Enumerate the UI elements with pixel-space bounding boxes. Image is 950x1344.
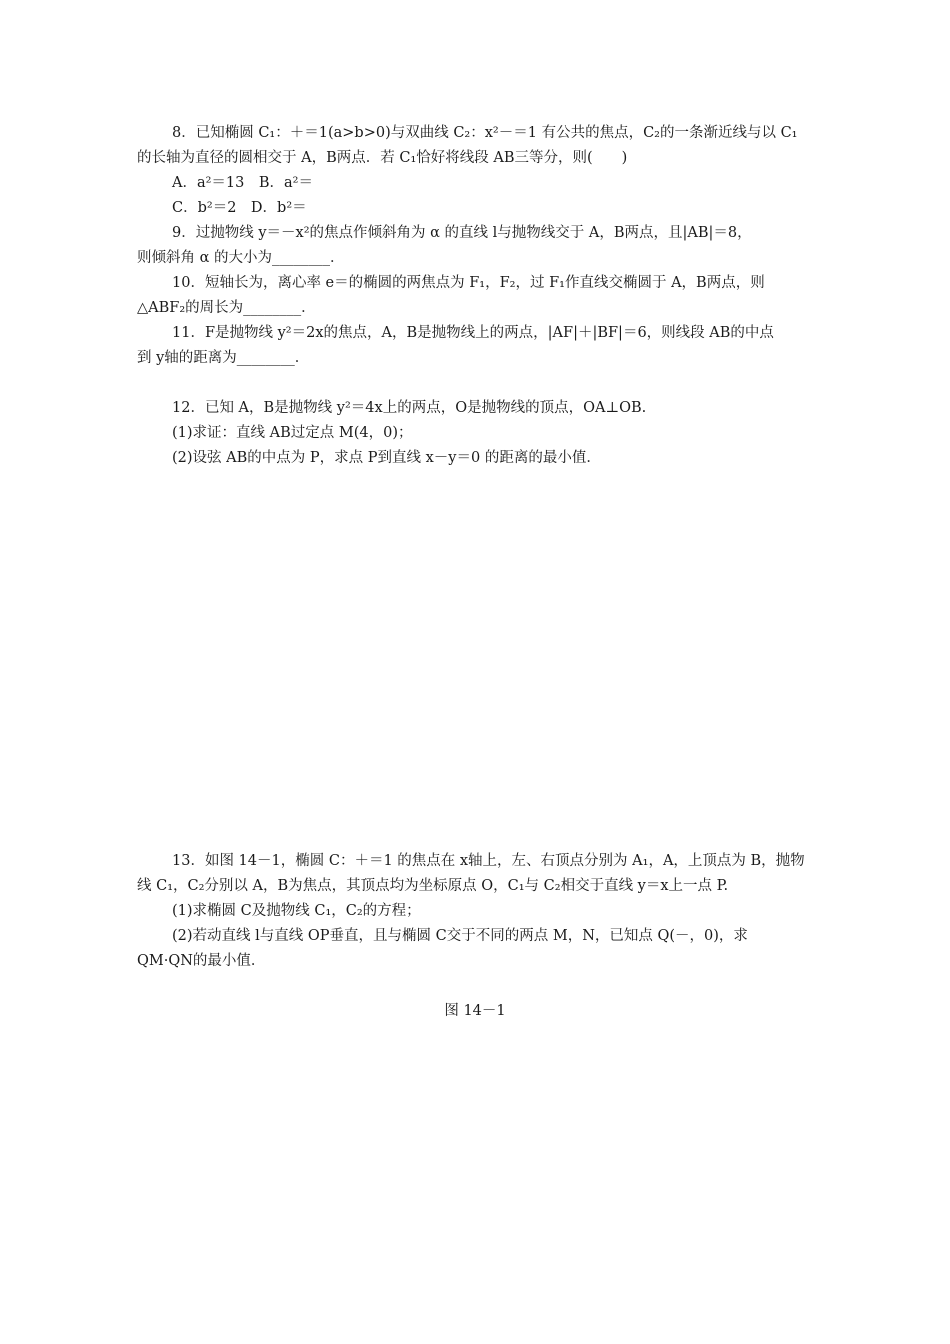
- figure-caption: 图 14－1: [444, 1003, 506, 1019]
- question-10-line-2: △ABF₂的周长为________．: [137, 300, 316, 316]
- question-11-line-1: 11．F是抛物线 y²＝2x的焦点，A，B是抛物线上的两点，|AF|＋|BF|＝6，则线段 AB的中点: [172, 325, 774, 341]
- question-10-line-1: 10．短轴长为，离心率 e＝的椭圆的两焦点为 F₁，F₂，过 F₁作直线交椭圆于 A，B两点，则: [172, 275, 765, 291]
- question-12-line-1: 12．已知 A，B是抛物线 y²＝4x上的两点，O是抛物线的顶点，OA⊥OB.: [172, 400, 647, 416]
- question-8-option-cd: C．b²＝2 D．b²＝: [172, 200, 307, 216]
- question-12-part-2: (2)设弦 AB的中点为 P，求点 P到直线 x－y＝0 的距离的最小值．: [172, 450, 601, 466]
- question-8-option-ab: A．a²＝13 B．a²＝: [172, 175, 313, 191]
- question-9-line-2: 则倾斜角 α 的大小为________．: [137, 250, 345, 266]
- question-13-part-1: (1)求椭圆 C及抛物线 C₁，C₂的方程；: [172, 903, 421, 919]
- question-13-line-5: QM·QN的最小值．: [137, 953, 266, 969]
- question-11-line-2: 到 y轴的距离为________．: [137, 350, 310, 366]
- question-13-part-2: (2)若动直线 l与直线 OP垂直，且与椭圆 C交于不同的两点 M，N，已知点 Q(－，0)，求: [172, 928, 748, 944]
- question-12-part-1: (1)求证：直线 AB过定点 M(4，0)；: [172, 425, 413, 441]
- question-9-line-1: 9．过抛物线 y＝－x²的焦点作倾斜角为 α 的直线 l与抛物线交于 A，B两点，且|AB|＝8，: [172, 225, 752, 241]
- question-13-line-2: 线 C₁，C₂分别以 A，B为焦点，其顶点均为坐标原点 O，C₁与 C₂相交于直线 y＝x上一点 P.: [137, 878, 729, 894]
- question-8-line-1: 8．已知椭圆 C₁：＋＝1(a>b>0)与双曲线 C₂：x²－＝1 有公共的焦点，C₂的一条渐近线与以 C₁: [172, 125, 798, 141]
- question-13-line-1: 13．如图 14－1，椭圆 C：＋＝1 的焦点在 x轴上，左、右顶点分别为 A₁，A，上顶点为 B，抛物: [172, 853, 805, 869]
- question-8-line-2: 的长轴为直径的圆相交于 A，B两点．若 C₁恰好将线段 AB三等分，则( ): [137, 150, 628, 166]
